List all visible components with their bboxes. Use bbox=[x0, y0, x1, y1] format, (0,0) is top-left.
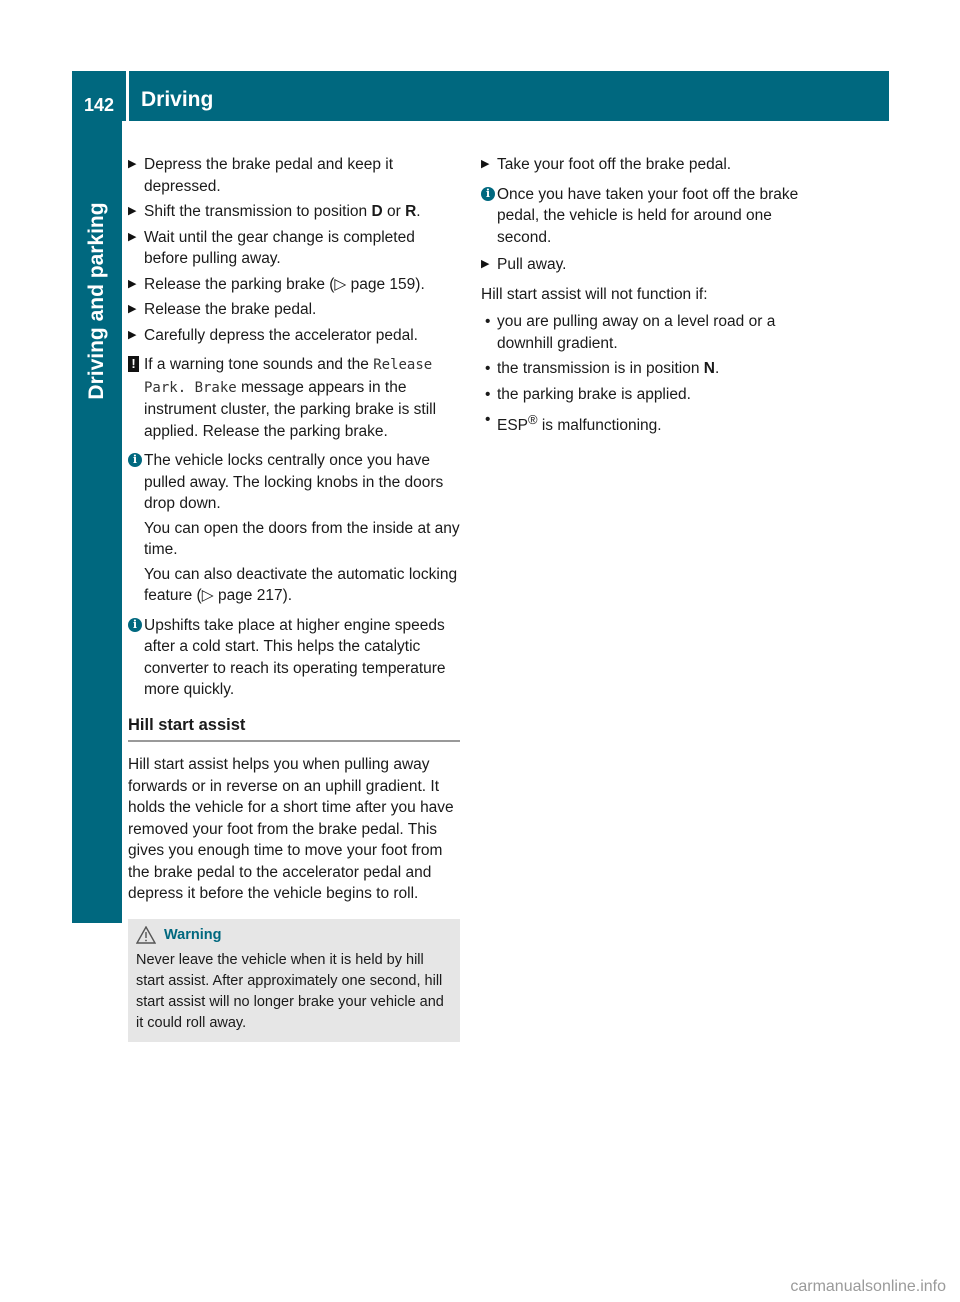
display-message: Release Park. Brake bbox=[144, 357, 433, 396]
step-text: Wait until the gear change is completed before pulling away. bbox=[144, 228, 415, 267]
warning-triangle-icon bbox=[136, 926, 156, 944]
note-text: message appears in the instrument cluster, the parking brake is still applied. Release the parking brake. bbox=[144, 378, 437, 440]
step-item bbox=[481, 154, 813, 176]
registered-mark: ® bbox=[528, 412, 538, 427]
step-text: Release the brake pedal. bbox=[144, 301, 317, 318]
step-text: Take your foot off the brake pedal. bbox=[497, 156, 732, 173]
watermark: carmanualsonline.info bbox=[790, 1278, 946, 1295]
side-tab-label-wrap bbox=[72, 121, 122, 481]
left-column bbox=[128, 154, 460, 1042]
step-item bbox=[128, 299, 460, 321]
step-text: . bbox=[416, 203, 421, 220]
section-heading: Hill start assist bbox=[128, 715, 460, 743]
paragraph: Hill start assist will not function if: bbox=[481, 285, 708, 303]
step-item bbox=[128, 274, 460, 296]
step-arrow-icon: ▶ bbox=[128, 205, 137, 217]
step-text: Shift the transmission to position bbox=[144, 203, 372, 220]
caution-note bbox=[128, 354, 460, 442]
step-arrow-icon: ▶ bbox=[128, 230, 137, 243]
step-arrow-icon: ▶ bbox=[481, 158, 490, 170]
info-note bbox=[128, 450, 460, 607]
right-column bbox=[481, 154, 813, 441]
step-item bbox=[128, 227, 460, 270]
step-text: Pull away. bbox=[497, 256, 567, 273]
step-text: or bbox=[382, 203, 406, 220]
bullet-text: ESP bbox=[497, 417, 529, 435]
info-icon: i bbox=[128, 618, 142, 632]
page-number: 142 bbox=[83, 95, 115, 115]
bullet-text: the parking brake is applied. bbox=[497, 385, 691, 403]
bullet-item bbox=[481, 311, 813, 354]
step-arrow-icon: ▶ bbox=[128, 277, 137, 290]
gear-position: N bbox=[703, 360, 715, 377]
bullet-item bbox=[481, 384, 813, 406]
step-item bbox=[481, 254, 813, 276]
bullet-dot: • bbox=[485, 360, 491, 377]
gear-position: R bbox=[405, 203, 417, 220]
warning-title bbox=[136, 925, 452, 946]
step-text: Depress the brake pedal and keep it depressed. bbox=[144, 156, 394, 195]
note-text: The vehicle locks centrally once you have pulled away. The locking knobs in the doors drop down. bbox=[144, 452, 444, 512]
step-item bbox=[128, 154, 460, 197]
side-tab-label: Driving and parking bbox=[85, 202, 108, 400]
step-item bbox=[128, 325, 460, 347]
note-text: You can open the doors from the inside at any time. bbox=[144, 519, 460, 558]
step-arrow-icon: ▶ bbox=[128, 303, 137, 315]
info-note bbox=[481, 184, 813, 249]
note-text: Upshifts take place at higher engine speeds after a cold start. This helps the catalytic converter to reach its operating temperature more quickly. bbox=[144, 616, 446, 698]
bullet-text: is malfunctioning. bbox=[537, 417, 662, 435]
step-arrow-icon: ▶ bbox=[128, 158, 137, 170]
warning-text: Never leave the vehicle when it is held by hill start assist. After approximately one second, hill start assist will no longer brake your vehicle and it could roll away. bbox=[136, 951, 444, 1031]
note-text: If a warning tone sounds and the bbox=[144, 356, 374, 373]
bullet-dot: • bbox=[485, 411, 491, 428]
info-note bbox=[128, 615, 460, 701]
step-arrow-icon: ▶ bbox=[481, 258, 490, 270]
step-text: Release the parking brake (▷ page 159). bbox=[144, 275, 425, 293]
bullet-text: the transmission is in position bbox=[497, 360, 704, 377]
bullet-item bbox=[481, 358, 813, 380]
bullet-text: . bbox=[714, 360, 720, 377]
step-item bbox=[128, 201, 460, 223]
note-text: Once you have taken your foot off the brake pedal, the vehicle is held for around one second. bbox=[497, 185, 799, 246]
bullet-dot: • bbox=[485, 385, 491, 403]
bullet-text: you are pulling away on a level road or a downhill gradient. bbox=[497, 313, 776, 352]
gear-position: D bbox=[371, 203, 383, 220]
warning-box bbox=[128, 919, 460, 1042]
step-arrow-icon: ▶ bbox=[128, 328, 137, 341]
info-icon: i bbox=[128, 453, 142, 467]
page-title: Driving bbox=[141, 88, 214, 111]
section-body: Hill start assist helps you when pulling away forwards or in reverse on an uphill gradient. It holds the vehicle for a short time after you have removed your foot from the brake pedal. This gives you enough time to move your foot from the brake pedal to the accelerator pedal and depress it before the vehicle begins to roll. bbox=[128, 756, 454, 902]
warning-title-text: Warning bbox=[164, 926, 222, 943]
exclamation-icon: ! bbox=[128, 356, 139, 372]
bullet-item bbox=[481, 409, 813, 437]
note-text: You can also deactivate the automatic locking feature (▷ page 217). bbox=[144, 565, 458, 604]
bullet-dot: • bbox=[485, 313, 491, 330]
header-divider bbox=[126, 71, 129, 121]
step-text: Carefully depress the accelerator pedal. bbox=[144, 326, 418, 344]
info-icon: i bbox=[481, 187, 495, 201]
